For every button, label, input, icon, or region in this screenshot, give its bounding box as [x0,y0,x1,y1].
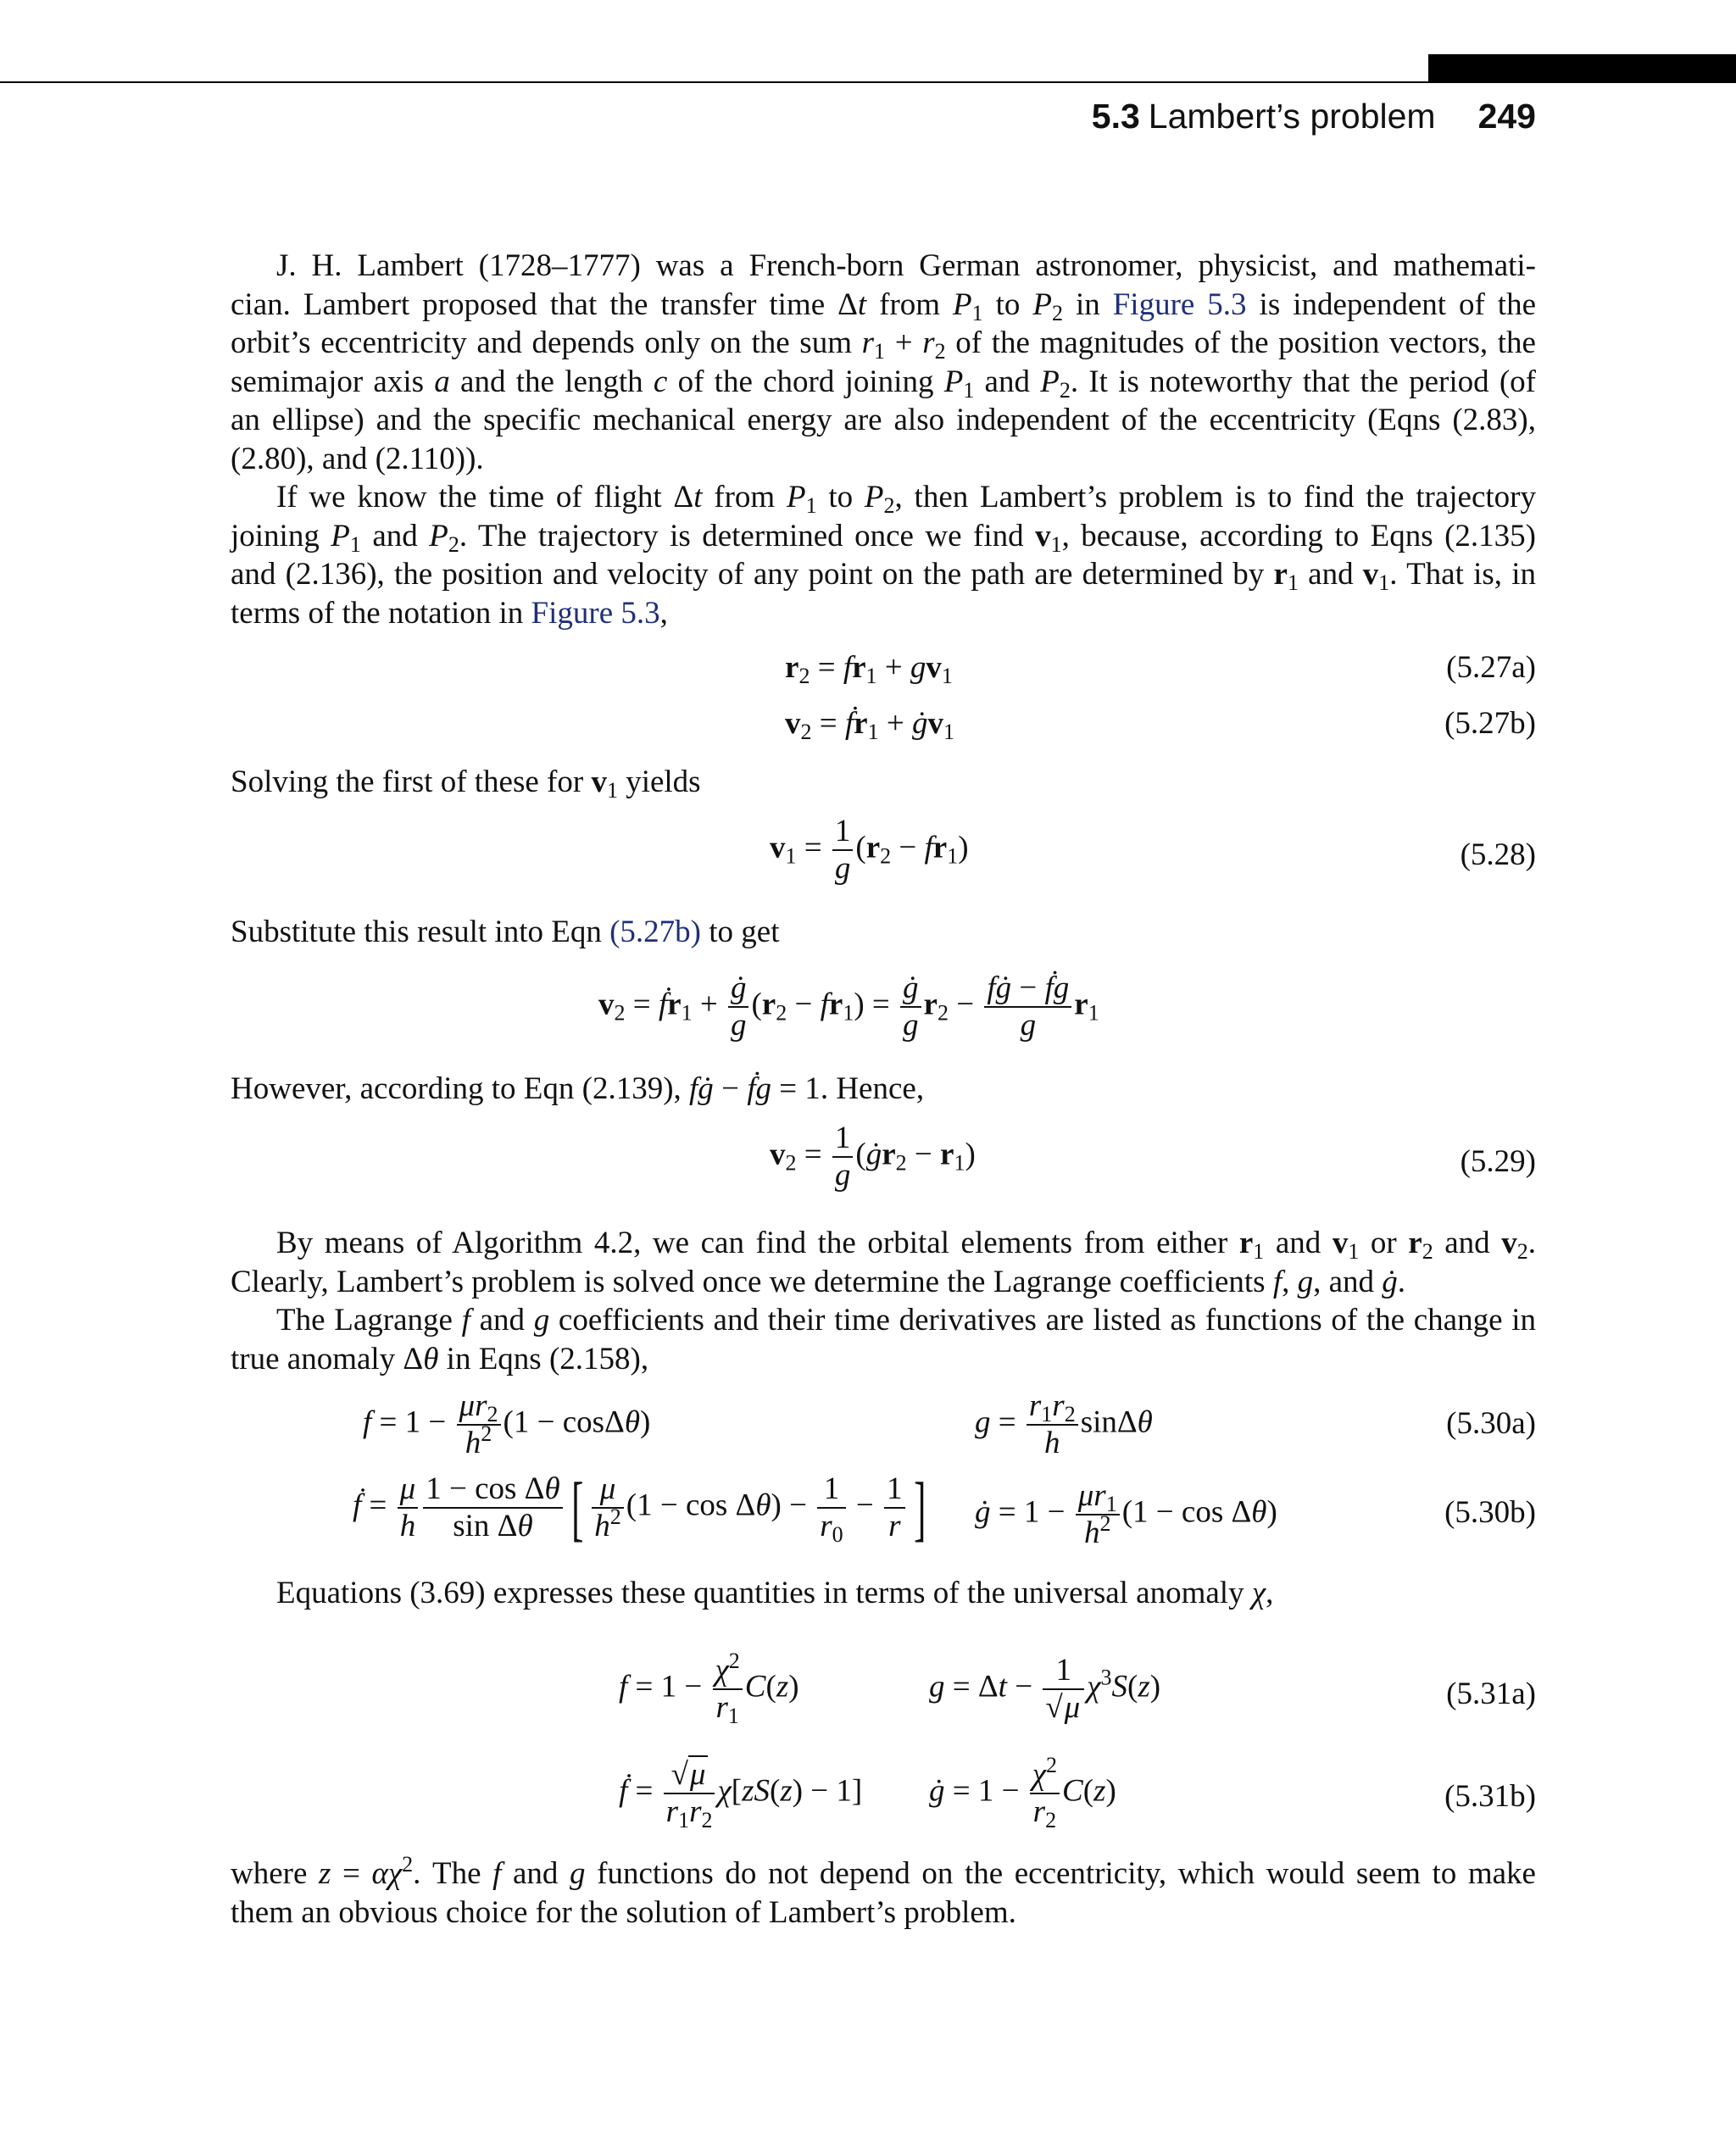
paragraph-2-line-3: and (2.136), the position and velocity of any point on the path are determined by $r_1$ and $v_1$. That is, in [231,557,1536,595]
equation-5-31a-g: g = Δt − $\frac{1}{√\mu}$ $\chi^3S(z)$ [929,1653,1161,1725]
paragraph-9-line-1: where $z = \alpha\chi^2$. The f and g functions do not depend on the eccentricity, which would seem to make [231,1852,1536,1891]
equation-5-30b-gdot: ġ = 1 − $\frac{\mu r_1}{h^2}$ (1 − cos Δθ) [975,1478,1277,1550]
equation-number: (5.27b) [1444,706,1536,741]
paragraph-9-line-2: them an obvious choice for the solution of Lambert’s problem. [231,1894,1016,1930]
equation-5-30a-f: f = 1 − $\frac{\mu r_2}{h^2}$ (1 − cosΔθ) [363,1388,651,1460]
figure-link[interactable]: Figure 5.3 [531,595,660,631]
paragraph-7-line-2: true anomaly Δθ in Eqns (2.158), [231,1341,649,1376]
running-head [1092,95,1536,137]
paragraph-7 [231,1301,1536,1378]
equation-5-30b-fdot: ḟ = $\frac{\mu}{h}$ $\frac{\text{1 − cos Δθ}}{\text{sin Δθ}}$ [ $\frac{\mu}{h^2}$ (1 − cos Δθ) − $\frac{1}{r_0}$ − $\frac{1}{r}$ ] [353,1467,926,1549]
equation-number: (5.30b) [1444,1495,1536,1530]
paragraph-1-line-4: semimajor axis a and the length c of the chord joining $P_1$ and $P_2$. It is noteworthy that the period (of [231,364,1536,403]
paragraph-1-line-6: (2.80), and (2.110)). [231,441,484,476]
paragraph-1-line-5: an ellipse) and the specific mechanical energy are also independent of the eccentricity (Eqns (2.83), [231,403,1536,437]
paragraph-1-line-2: cian. Lambert proposed that the transfer time Δt from $P_1$ to $P_2$ in Figure 5.3 is independent of the [231,286,1536,325]
paragraph-2-line-4: terms of the notation in Figure 5.3, [231,595,668,631]
paragraph-8: Equations (3.69) expresses these quantities in terms of the universal anomaly χ, [276,1576,1274,1610]
paragraph-7-line-1: The Lagrange f and g coefficients and their time derivatives are listed as functions of the change in [276,1303,1536,1337]
figure-link[interactable]: Figure 5.3 [1112,286,1247,322]
paragraph-1-line-3: orbit’s eccentricity and depends only on the sum $r_1 + r_2$ of the magnitudes of the position vectors, the [231,325,1536,364]
header-tab-bar [1428,54,1736,83]
equation-5-31a-f: f = 1 − $\frac{\chi^2}{r_1}$ C(z) [619,1649,799,1728]
equation-5-27a: $r_2 = fr_1 + gv_1$ [785,650,953,688]
equation-number: (5.31b) [1444,1779,1536,1814]
paragraph-6-line-1: By means of Algorithm 4.2, we can find the orbital elements from either $r_1$ and $v_1$ or $r_2$ and $v_2$. [276,1226,1536,1264]
page-number: 249 [1477,97,1536,136]
equation-5-31b-fdot: ḟ = $\frac{√\mu}{r_1r_2}$ χ[zS(z) − 1] [619,1757,863,1832]
header-rule [0,81,1736,83]
paragraph-5: However, according to Eqn (2.139), fġ − ḟg = 1. Hence, [231,1071,925,1106]
equation-5-28: $v_1$ = $\frac{1}{g}$ $(r_2 - fr_1)$ [770,814,969,886]
equation-number: (5.27a) [1446,650,1536,685]
equation-5-31b-gdot: ġ = 1 − $\frac{\chi^2}{r_2}$ C(z) [929,1753,1116,1832]
paragraph-2-line-1: If we know the time of flight Δt from $P_1$ to $P_2$, then Lambert’s problem is to find the trajectory [276,480,1536,518]
equation-5-30a-g: g = $\frac{r_1r_2}{h}$ sinΔθ [975,1388,1153,1460]
equation-number: (5.29) [1460,1144,1536,1179]
paragraph-1 [231,247,1536,478]
equation-number: (5.30a) [1446,1406,1536,1441]
equation-number: (5.31a) [1446,1677,1536,1711]
paragraph-3: Solving the first of these for $v_1$ yields [231,765,701,803]
paragraph-6 [231,1224,1536,1301]
paragraph-2-line-2: joining $P_1$ and $P_2$. The trajectory is determined once we find $v_1$, because, according to Eqns (2.135) [231,518,1536,557]
section-title: Lambert’s problem [1148,97,1436,136]
equation-v2-expansion: $v_2$ = ḟr$_1$ + $\frac{ġ}{g}$ $(r_2 - fr_1)$ = $\frac{ġ}{g}$ $r_2$ − $\frac{\text{fġ − ḟg}}{g}$ $r_1$ [598,970,1099,1043]
equation-link[interactable]: (5.27b) [609,915,701,949]
equation-number: (5.28) [1460,837,1536,872]
equation-5-29: $v_2$ = $\frac{1}{g}$ $(ġr_2 - r_1)$ [770,1121,976,1193]
paragraph-1-line-1: J. H. Lambert (1728–1777) was a French-born German astronomer, physicist, and mathemati- [276,248,1536,283]
paragraph-6-line-2: Clearly, Lambert’s problem is solved once we determine the Lagrange coefficients f, g, and ġ. [231,1264,1406,1299]
paragraph-2 [231,478,1536,632]
equation-5-27b: $v_2$ = ḟr$_1$ + $ġv_1$ [785,706,954,744]
paragraph-4: Substitute this result into Eqn (5.27b) to get [231,915,780,949]
section-number: 5.3 [1091,97,1140,136]
paragraph-9 [231,1852,1536,1932]
